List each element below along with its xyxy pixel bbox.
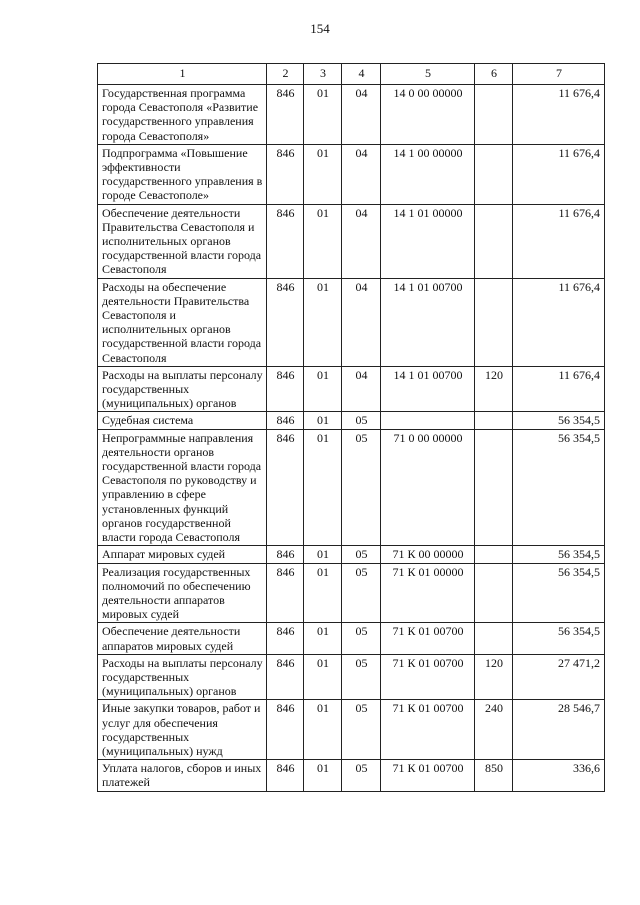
table-row: [98, 563, 605, 623]
row-amount-cell: 56 354,5: [513, 623, 605, 654]
row-section-cell: 01: [304, 278, 342, 366]
column-header: 6: [475, 64, 513, 85]
row-name-cell: Реализация государственных полномочий по обеспечению деятельности аппаратов мировых судей: [98, 563, 267, 623]
column-header: 4: [342, 64, 381, 85]
row-expense-type-cell: [475, 563, 513, 623]
row-target-article-cell: 71 К 01 00700: [381, 760, 475, 791]
row-grbs-cell: 846: [267, 563, 304, 623]
row-grbs-cell: 846: [267, 204, 304, 278]
row-amount-cell: 56 354,5: [513, 429, 605, 546]
row-name-cell: Расходы на выплаты персоналу государственных (муниципальных) органов: [98, 366, 267, 412]
row-subsection-cell: 04: [342, 204, 381, 278]
row-name-cell: Расходы на выплаты персоналу государственных (муниципальных) органов: [98, 654, 267, 700]
row-expense-type-cell: [475, 85, 513, 145]
row-amount-cell: 11 676,4: [513, 366, 605, 412]
row-expense-type-cell: 240: [475, 700, 513, 760]
table-row: [98, 204, 605, 278]
row-grbs-cell: 846: [267, 85, 304, 145]
row-section-cell: 01: [304, 85, 342, 145]
row-subsection-cell: 05: [342, 760, 381, 791]
row-target-article-cell: 71 К 01 00700: [381, 654, 475, 700]
table-body: [98, 85, 605, 792]
row-expense-type-cell: [475, 278, 513, 366]
row-grbs-cell: 846: [267, 546, 304, 563]
row-subsection-cell: 04: [342, 85, 381, 145]
row-amount-cell: 11 676,4: [513, 144, 605, 204]
row-expense-type-cell: [475, 546, 513, 563]
row-section-cell: 01: [304, 760, 342, 791]
row-section-cell: 01: [304, 654, 342, 700]
row-target-article-cell: 71 К 01 00700: [381, 700, 475, 760]
budget-table: [97, 63, 605, 792]
row-section-cell: 01: [304, 700, 342, 760]
column-header: 3: [304, 64, 342, 85]
row-amount-cell: 56 354,5: [513, 563, 605, 623]
row-grbs-cell: 846: [267, 760, 304, 791]
row-subsection-cell: 05: [342, 563, 381, 623]
row-target-article-cell: [381, 412, 475, 429]
row-name-cell: Государственная программа города Севастополя «Развитие государственного управления города Севастополя»: [98, 85, 267, 145]
row-amount-cell: 56 354,5: [513, 546, 605, 563]
page-number: 154: [310, 21, 330, 36]
table-row: [98, 546, 605, 563]
table-row: [98, 85, 605, 145]
row-amount-cell: 11 676,4: [513, 204, 605, 278]
row-section-cell: 01: [304, 429, 342, 546]
table-row: [98, 429, 605, 546]
row-subsection-cell: 04: [342, 366, 381, 412]
table-row: [98, 144, 605, 204]
row-target-article-cell: 71 0 00 00000: [381, 429, 475, 546]
row-grbs-cell: 846: [267, 429, 304, 546]
row-name-cell: Обеспечение деятельности Правительства Севастополя и исполнительных органов государственной власти города Севастополя: [98, 204, 267, 278]
row-grbs-cell: 846: [267, 278, 304, 366]
table-row: [98, 623, 605, 654]
row-section-cell: 01: [304, 563, 342, 623]
row-target-article-cell: 71 К 01 00000: [381, 563, 475, 623]
table-row: [98, 412, 605, 429]
row-name-cell: Аппарат мировых судей: [98, 546, 267, 563]
row-name-cell: Иные закупки товаров, работ и услуг для обеспечения государственных (муниципальных) нужд: [98, 700, 267, 760]
row-target-article-cell: 71 К 01 00700: [381, 623, 475, 654]
row-grbs-cell: 846: [267, 623, 304, 654]
row-section-cell: 01: [304, 204, 342, 278]
row-target-article-cell: 14 1 01 00000: [381, 204, 475, 278]
row-subsection-cell: 05: [342, 700, 381, 760]
row-grbs-cell: 846: [267, 144, 304, 204]
row-amount-cell: 11 676,4: [513, 278, 605, 366]
row-target-article-cell: 14 1 01 00700: [381, 366, 475, 412]
table-row: [98, 366, 605, 412]
row-expense-type-cell: [475, 204, 513, 278]
row-amount-cell: 27 471,2: [513, 654, 605, 700]
row-subsection-cell: 05: [342, 623, 381, 654]
row-section-cell: 01: [304, 366, 342, 412]
row-expense-type-cell: [475, 623, 513, 654]
row-subsection-cell: 04: [342, 278, 381, 366]
row-subsection-cell: 05: [342, 429, 381, 546]
table-row: [98, 654, 605, 700]
row-section-cell: 01: [304, 144, 342, 204]
row-name-cell: Непрограммные направления деятельности органов государственной власти города Севастополя по руководству и управлению в сфере установленных функций органов государственной власти города Севастополя: [98, 429, 267, 546]
row-target-article-cell: 14 1 00 00000: [381, 144, 475, 204]
row-amount-cell: 28 546,7: [513, 700, 605, 760]
row-amount-cell: 336,6: [513, 760, 605, 791]
row-expense-type-cell: 850: [475, 760, 513, 791]
row-grbs-cell: 846: [267, 366, 304, 412]
row-section-cell: 01: [304, 412, 342, 429]
row-target-article-cell: 14 0 00 00000: [381, 85, 475, 145]
row-subsection-cell: 05: [342, 654, 381, 700]
row-expense-type-cell: 120: [475, 654, 513, 700]
row-expense-type-cell: 120: [475, 366, 513, 412]
column-header: 5: [381, 64, 475, 85]
row-grbs-cell: 846: [267, 654, 304, 700]
row-expense-type-cell: [475, 429, 513, 546]
column-header: 2: [267, 64, 304, 85]
row-name-cell: Подпрограмма «Повышение эффективности государственного управления в городе Севастополе»: [98, 144, 267, 204]
row-name-cell: Судебная система: [98, 412, 267, 429]
row-amount-cell: 56 354,5: [513, 412, 605, 429]
row-grbs-cell: 846: [267, 700, 304, 760]
row-subsection-cell: 04: [342, 144, 381, 204]
row-section-cell: 01: [304, 623, 342, 654]
row-section-cell: 01: [304, 546, 342, 563]
row-target-article-cell: 71 К 00 00000: [381, 546, 475, 563]
table-row: [98, 278, 605, 366]
row-name-cell: Уплата налогов, сборов и иных платежей: [98, 760, 267, 791]
row-target-article-cell: 14 1 01 00700: [381, 278, 475, 366]
row-expense-type-cell: [475, 412, 513, 429]
row-name-cell: Расходы на обеспечение деятельности Правительства Севастополя и исполнительных органов государственной власти города Севастополя: [98, 278, 267, 366]
table-row: [98, 700, 605, 760]
row-subsection-cell: 05: [342, 546, 381, 563]
row-amount-cell: 11 676,4: [513, 85, 605, 145]
row-grbs-cell: 846: [267, 412, 304, 429]
row-expense-type-cell: [475, 144, 513, 204]
row-subsection-cell: 05: [342, 412, 381, 429]
column-header: 7: [513, 64, 605, 85]
row-name-cell: Обеспечение деятельности аппаратов мировых судей: [98, 623, 267, 654]
table-row: [98, 760, 605, 791]
column-header: 1: [98, 64, 267, 85]
header-row: [98, 64, 605, 85]
